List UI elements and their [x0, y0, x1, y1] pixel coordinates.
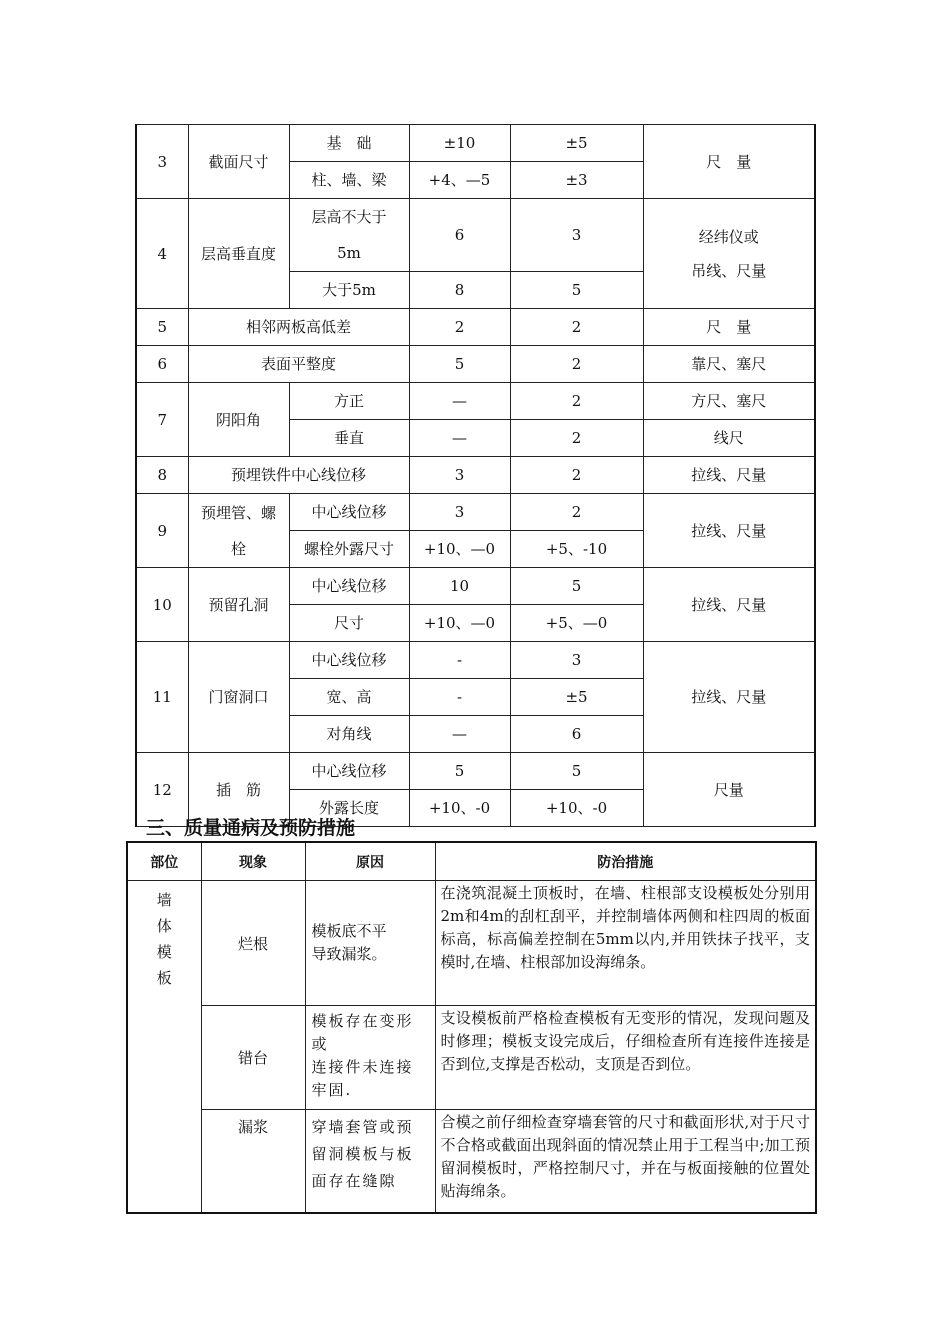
sub-item: 中心线位移	[289, 494, 409, 531]
tolerance-value-1: 3	[409, 494, 510, 531]
sub-item: 方正	[289, 383, 409, 420]
row-number: 6	[136, 346, 188, 383]
tolerance-value-2: 6	[510, 716, 643, 753]
location-char: 墙	[156, 891, 172, 909]
row-number: 9	[136, 494, 188, 568]
inspection-method: 尺 量	[643, 309, 815, 346]
item-name: 预留孔洞	[188, 568, 289, 642]
sub-item: 中心线位移	[289, 642, 409, 679]
item-name: 预埋管、螺栓	[188, 494, 289, 568]
tolerance-value-1: —	[409, 420, 510, 457]
location-char: 体	[156, 917, 172, 935]
header-cause: 原因	[305, 842, 435, 881]
tolerance-value-2: 5	[510, 568, 643, 605]
sub-item: 大于5m	[289, 272, 409, 309]
tolerance-value-2: ±5	[510, 679, 643, 716]
item-name: 截面尺寸	[188, 125, 289, 199]
cause-line: 连接件未连接	[311, 1058, 414, 1076]
tolerance-value-1: 5	[409, 346, 510, 383]
row-number: 11	[136, 642, 188, 753]
tolerance-value-1: +10、—0	[409, 531, 510, 568]
sub-item: 柱、墙、梁	[289, 162, 409, 199]
tolerance-value-2: ±3	[510, 162, 643, 199]
inspection-method: 拉线、尺量	[643, 568, 815, 642]
tolerance-value-1: -	[409, 642, 510, 679]
sub-item: 基 础	[289, 125, 409, 162]
tolerance-value-1: —	[409, 716, 510, 753]
measures: 合模之前仔细检查穿墙套管的尺寸和截面形状,对于尺寸不合格或截面出现斜面的情况禁止用于工程当中;加工预留洞模板时，严格控制尺寸，并在与板面接触的位置处贴海绵条。	[435, 1110, 816, 1213]
inspection-method: 尺 量	[643, 125, 815, 199]
inspection-method	[643, 199, 815, 309]
sub-item: 螺栓外露尺寸	[289, 531, 409, 568]
cause-line: 穿墙套管或预	[311, 1118, 414, 1136]
header-location: 部位	[127, 842, 201, 881]
tolerance-value-2: 2	[510, 346, 643, 383]
tolerance-value-2: +10、-0	[510, 790, 643, 827]
sub-item: 层高不大于5m	[289, 199, 409, 272]
tolerance-table	[135, 124, 816, 827]
inspection-method: 尺量	[643, 753, 815, 827]
inspection-method: 方尺、塞尺	[643, 383, 815, 420]
phenomenon: 烂根	[201, 881, 305, 1006]
tolerance-value-2: 2	[510, 383, 643, 420]
inspection-method: 拉线、尺量	[643, 642, 815, 753]
sub-item: 中心线位移	[289, 753, 409, 790]
tolerance-value-1: -	[409, 679, 510, 716]
sub-item: 对角线	[289, 716, 409, 753]
header-phenomenon: 现象	[201, 842, 305, 881]
tolerance-value-1: ±10	[409, 125, 510, 162]
cause-line: 或	[311, 1035, 329, 1053]
item-name: 门窗洞口	[188, 642, 289, 753]
tolerance-value-2: 2	[510, 309, 643, 346]
section-title: 三、质量通病及预防措施	[146, 817, 356, 839]
inspection-method: 拉线、尺量	[643, 494, 815, 568]
cause-line: 导致漏浆。	[311, 945, 387, 963]
inspection-method: 拉线、尺量	[643, 457, 815, 494]
tolerance-value-2: 2	[510, 457, 643, 494]
defects-table	[126, 841, 817, 1214]
inspection-method: 靠尺、塞尺	[643, 346, 815, 383]
row-number: 8	[136, 457, 188, 494]
cause-line: 面存在缝隙	[311, 1172, 397, 1190]
phenomenon: 漏浆	[201, 1110, 305, 1213]
row-number: 3	[136, 125, 188, 199]
tolerance-value-2: ±5	[510, 125, 643, 162]
row-number: 7	[136, 383, 188, 457]
sub-item: 尺寸	[289, 605, 409, 642]
location-cell	[127, 881, 201, 1213]
tolerance-value-1: —	[409, 383, 510, 420]
cause-line: 牢固.	[311, 1081, 353, 1099]
cause	[305, 881, 435, 1006]
tolerance-value-1: 5	[409, 753, 510, 790]
tolerance-value-2: 2	[510, 420, 643, 457]
location-char: 板	[156, 969, 172, 987]
tolerance-value-2: 2	[510, 494, 643, 531]
inspection-method: 线尺	[643, 420, 815, 457]
tolerance-value-1: 6	[409, 199, 510, 272]
cause-line: 模板底不平	[311, 922, 387, 940]
cause-line: 留洞模板与板	[311, 1145, 414, 1163]
row-number: 12	[136, 753, 188, 827]
item-name: 阴阳角	[188, 383, 289, 457]
tolerance-value-1: +10、-0	[409, 790, 510, 827]
tolerance-value-1: 3	[409, 457, 510, 494]
header-measures: 防治措施	[435, 842, 816, 881]
cause-line: 模板存在变形	[311, 1012, 414, 1030]
tolerance-value-2: 5	[510, 753, 643, 790]
measures: 在浇筑混凝土顶板时，在墙、柱根部支设模板处分别用2m和4m的刮杠刮平，并控制墙体两侧和柱四周的板面标高，标高偏差控制在5mm以内,并用铁抹子找平，支模时,在墙、柱根部加设海绵条。	[435, 881, 816, 1006]
measures: 支设模板前严格检查模板有无变形的情况，发现问题及时修理；模板支设完成后，仔细检查所有连接件连接是否到位,支撑是否松动，支顶是否到位。	[435, 1006, 816, 1110]
row-number: 10	[136, 568, 188, 642]
tolerance-value-2: 5	[510, 272, 643, 309]
tolerance-value-1: +4、—5	[409, 162, 510, 199]
method-line: 经纬仪或	[698, 227, 759, 246]
row-number: 4	[136, 199, 188, 309]
item-name: 插 筋	[188, 753, 289, 827]
row-number: 5	[136, 309, 188, 346]
sub-item: 垂直	[289, 420, 409, 457]
cause	[305, 1006, 435, 1110]
item-name: 层高垂直度	[188, 199, 289, 309]
item-name: 表面平整度	[188, 346, 409, 383]
tolerance-value-2: +5、—0	[510, 605, 643, 642]
tolerance-value-1: +10、—0	[409, 605, 510, 642]
location-char: 模	[156, 943, 172, 961]
tolerance-value-2: +5、-10	[510, 531, 643, 568]
sub-item: 外露长度	[289, 790, 409, 827]
cause	[305, 1110, 435, 1213]
item-name: 预埋铁件中心线位移	[188, 457, 409, 494]
phenomenon: 错台	[201, 1006, 305, 1110]
sub-item: 中心线位移	[289, 568, 409, 605]
item-name: 相邻两板高低差	[188, 309, 409, 346]
tolerance-value-1: 2	[409, 309, 510, 346]
method-line: 吊线、尺量	[691, 261, 767, 280]
tolerance-value-1: 8	[409, 272, 510, 309]
tolerance-value-2: 3	[510, 199, 643, 272]
tolerance-value-1: 10	[409, 568, 510, 605]
sub-item: 宽、高	[289, 679, 409, 716]
tolerance-value-2: 3	[510, 642, 643, 679]
